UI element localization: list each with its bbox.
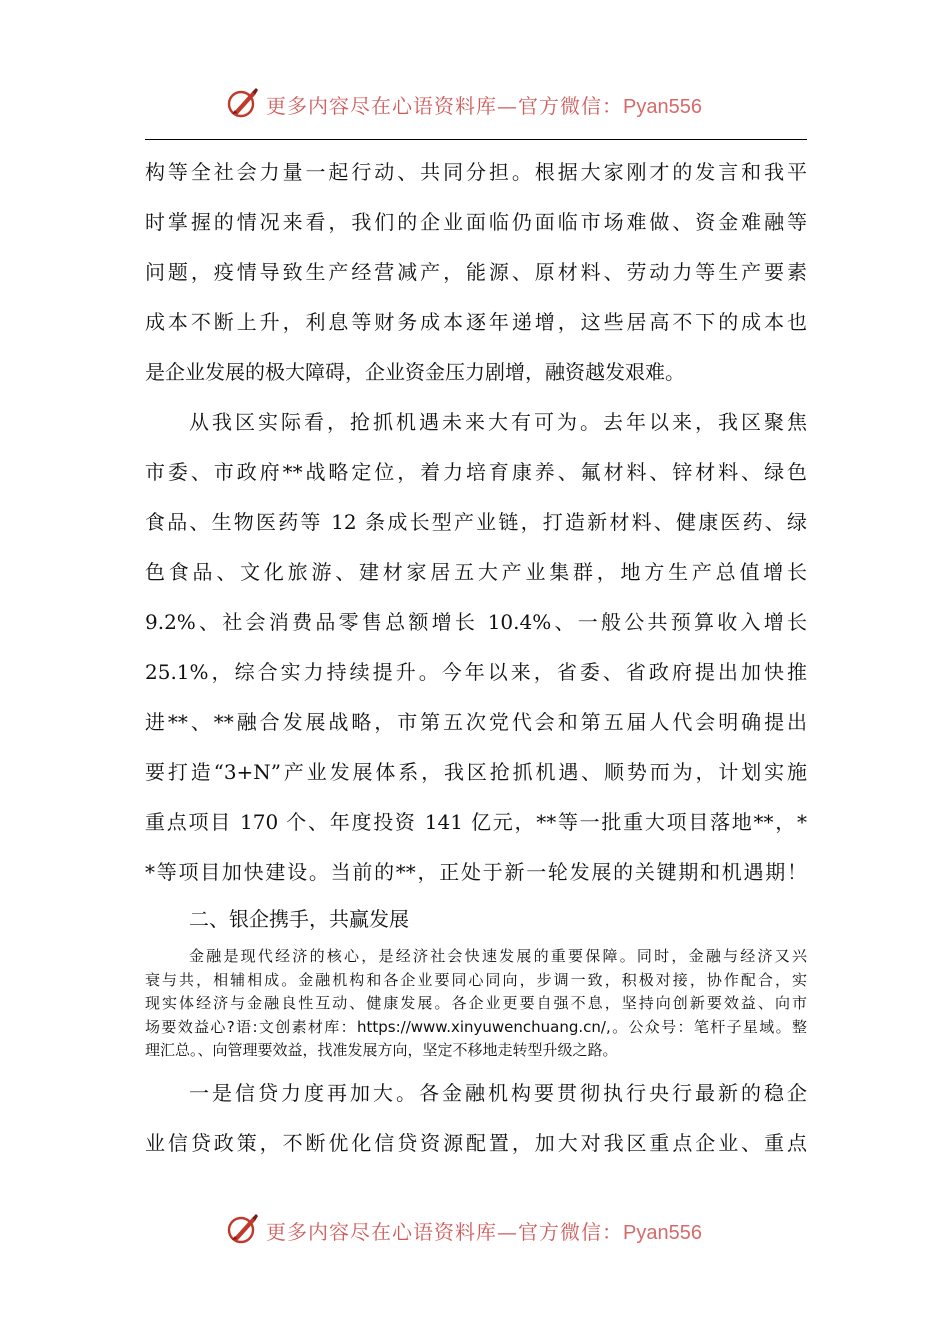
paragraph-3 bbox=[145, 945, 807, 1063]
paragraph-4 bbox=[145, 1068, 807, 1168]
text-line: 从我区实际看，抢抓机遇未来大有可为。去年以来，我区聚焦 bbox=[189, 410, 807, 434]
text-line: 色食品、文化旅游、建材家居五大产业集群，地方生产总值增长 bbox=[145, 560, 807, 584]
text-line: 食品、生物医药等 12 条成长型产业链，打造新材料、健康医药、绿 bbox=[145, 510, 807, 534]
text-line: 是企业发展的极大障碍，企业资金压力剧增，融资越发艰难。 bbox=[145, 360, 685, 384]
text-line: 市委、市政府**战略定位，着力培育康养、氟材料、锌材料、绿色 bbox=[145, 460, 807, 484]
section-heading: 二、银企携手，共赢发展 bbox=[189, 907, 409, 931]
header-rule bbox=[145, 139, 807, 140]
text-line: 进**、**融合发展战略，市第五次党代会和第五届人代会明确提出 bbox=[145, 710, 807, 734]
text-line: 问题，疫情导致生产经营减产，能源、原材料、劳动力等生产要素 bbox=[145, 260, 807, 284]
text-line: 构等全社会力量一起行动、共同分担。根据大家刚才的发言和我平 bbox=[145, 160, 807, 184]
text-line: 要打造“3+N”产业发展体系，我区抢抓机遇、顺势而为，计划实施 bbox=[145, 760, 807, 784]
banner-text bbox=[266, 1216, 702, 1245]
paragraph-1 bbox=[145, 147, 807, 397]
text-line: 重点项目 170 个、年度投资 141 亿元，**等一批重大项目落地**，* bbox=[145, 810, 807, 834]
text-line: 衰与共，相辅相成。金融机构和各企业要同心同向，步调一致，积极对接，协作配合，实 bbox=[145, 970, 807, 989]
text-line: 业信贷政策，不断优化信贷资源配置，加大对我区重点企业、重点 bbox=[145, 1131, 807, 1155]
banner-text-wechat-id: Pyan556 bbox=[623, 1222, 702, 1244]
text-line: 现实体经济与金融良性互动、健康发展。各企业更要自强不息，坚持向创新要效益、向市 bbox=[145, 994, 807, 1013]
paragraph-2 bbox=[145, 397, 807, 897]
text-line: 理汇总。、向管理要效益，找准发展方向，坚定不移地走转型升级之路。 bbox=[145, 1041, 618, 1060]
banner-text-cn: 更多内容尽在心语资料库—官方微信： bbox=[266, 1220, 623, 1244]
pen-logo-icon bbox=[226, 86, 260, 120]
text-line: 场要效益心?语:文创素材库：https://www.xinyuwenchuang.cn/,。公众号：笔杆子星域。整 bbox=[145, 1017, 807, 1036]
banner-text-cn: 更多内容尽在心语资料库—官方微信： bbox=[266, 94, 623, 118]
pen-logo-icon bbox=[226, 1212, 260, 1246]
text-line: 金融是现代经济的核心，是经济社会快速发展的重要保障。同时，金融与经济又兴 bbox=[189, 947, 807, 965]
text-line: 9.2%、社会消费品零售总额增长 10.4%、一般公共预算收入增长 bbox=[145, 610, 807, 634]
banner-text-wechat-id: Pyan556 bbox=[623, 96, 702, 118]
banner-text bbox=[266, 90, 702, 119]
text-line: *等项目加快建设。当前的**，正处于新一轮发展的关键期和机遇期！ bbox=[145, 860, 807, 884]
footer-watermark-banner bbox=[0, 1210, 950, 1250]
text-line: 25.1%，综合实力持续提升。今年以来，省委、省政府提出加快推 bbox=[145, 660, 807, 684]
text-line: 成本不断上升，利息等财务成本逐年递增，这些居高不下的成本也 bbox=[145, 310, 807, 334]
header-watermark-banner bbox=[0, 84, 950, 124]
text-line: 一是信贷力度再加大。各金融机构要贯彻执行央行最新的稳企 bbox=[189, 1081, 807, 1105]
text-line: 时掌握的情况来看，我们的企业面临仍面临市场难做、资金难融等 bbox=[145, 210, 807, 234]
